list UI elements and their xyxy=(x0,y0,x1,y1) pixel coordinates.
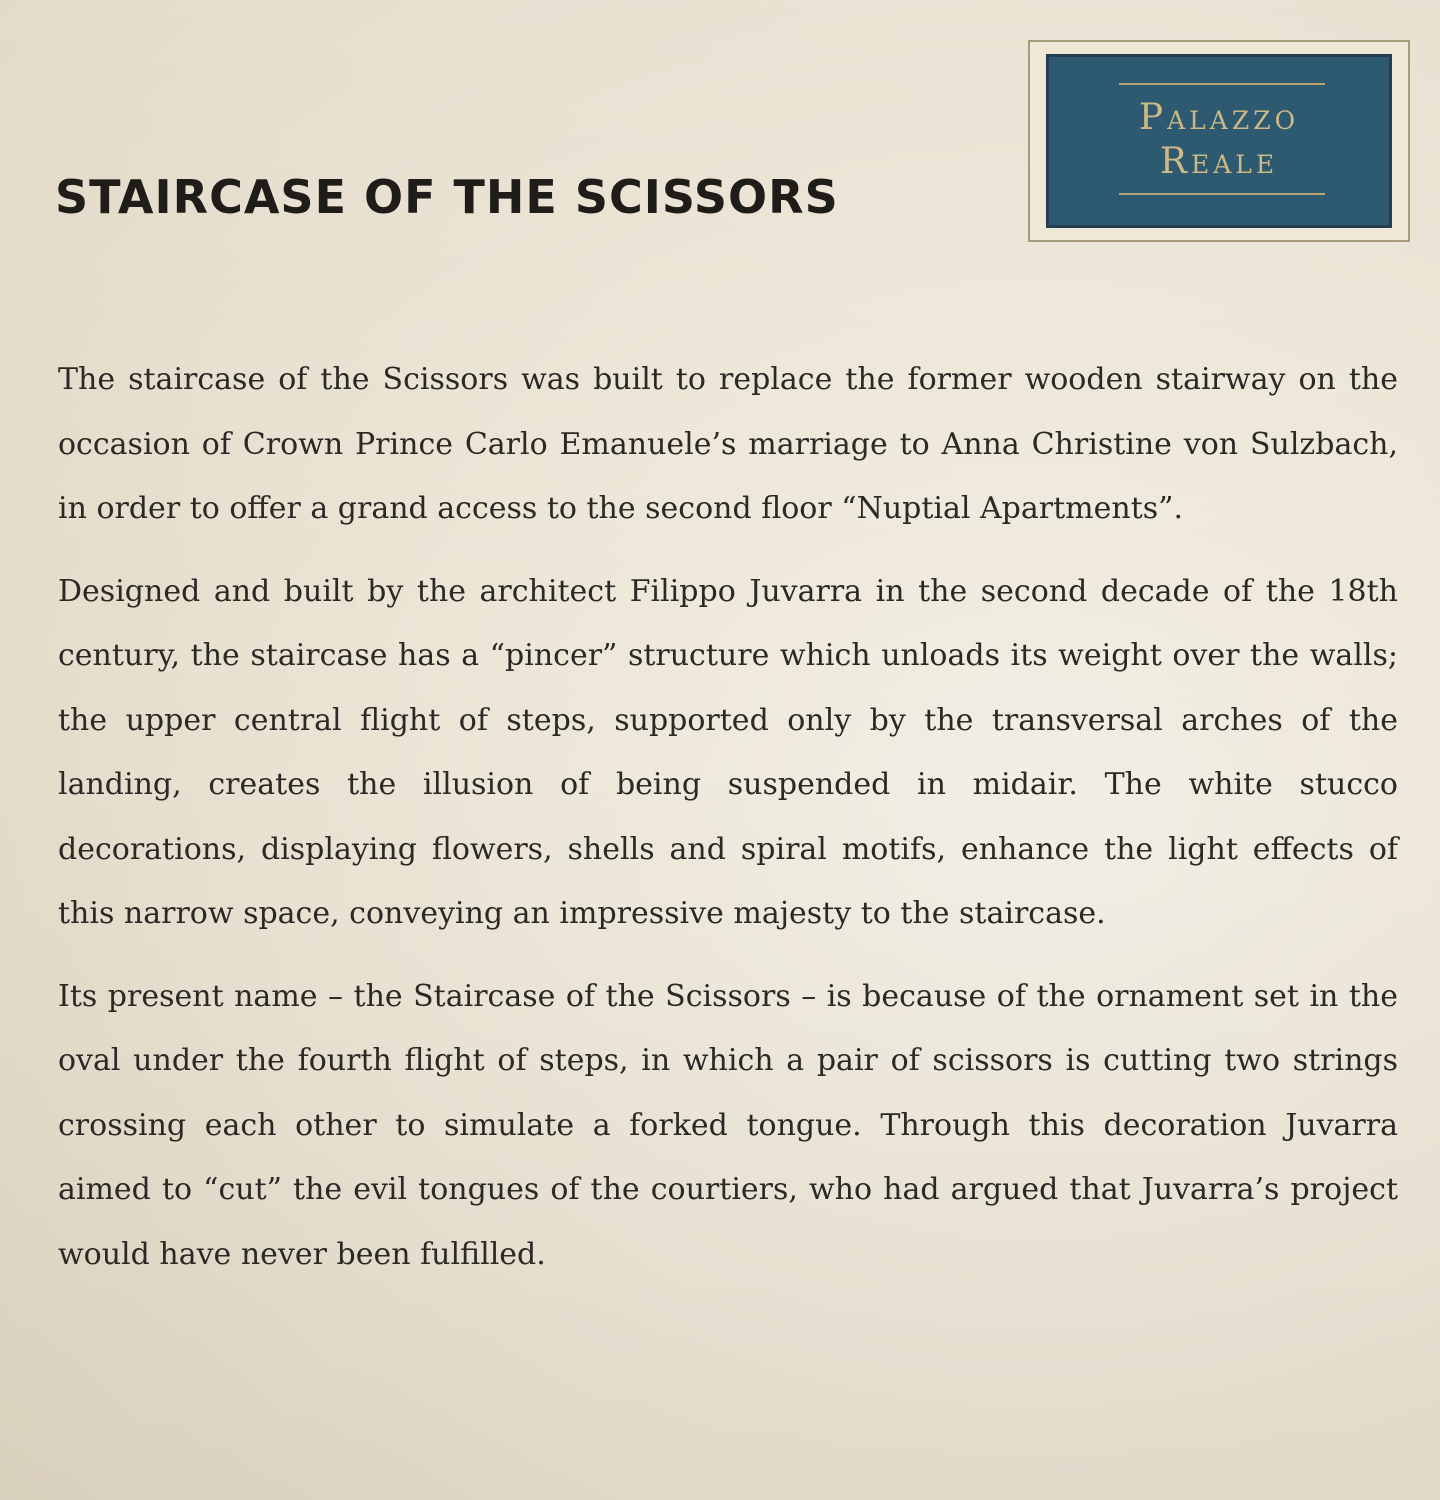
logo-line-palazzo: Palazzo xyxy=(1138,97,1300,138)
logo-bottom-rule xyxy=(1119,193,1325,195)
paragraph-history: The staircase of the Scissors was built to replace the former wooden stairway on the occasion of Crown Prince Carlo Emanuele’s marriage to Anna Christine von Sulzbach, in order to offer a grand access to the second floor “Nuptial Apartments”. xyxy=(58,362,1398,526)
placard-title: STAIRCASE OF THE SCISSORS xyxy=(55,170,839,224)
palazzo-reale-logo xyxy=(1046,54,1392,228)
logo-top-rule xyxy=(1119,83,1325,85)
logo-line-reale: Reale xyxy=(1159,141,1279,182)
placard-body xyxy=(58,348,1398,1305)
paragraph-name-origin: Its present name – the Staircase of the Scissors – is because of the ornament set in the oval under the fourth flight of steps, in which a pair of scissors is cutting two strings crossing each other to simulate a forked tongue. Through this decoration Juvarra aimed to “cut” the evil tongues of the courtiers, who had argued that Juvarra’s project would have never been fulfilled. xyxy=(58,978,1398,1272)
paragraph-design: Designed and built by the architect Filippo Juvarra in the second decade of the 18th century, the staircase has a “pincer” structure which unloads its weight over the walls; the upper central flight of steps, supported only by the transversal arches of the landing, creates the illusion of being suspended in midair. The white stucco decorations, displaying flowers, shells and spiral motifs, enhance the light effects of this narrow space, conveying an impressive majesty to the staircase. xyxy=(58,573,1398,931)
palazzo-reale-logo-frame xyxy=(1028,40,1410,242)
